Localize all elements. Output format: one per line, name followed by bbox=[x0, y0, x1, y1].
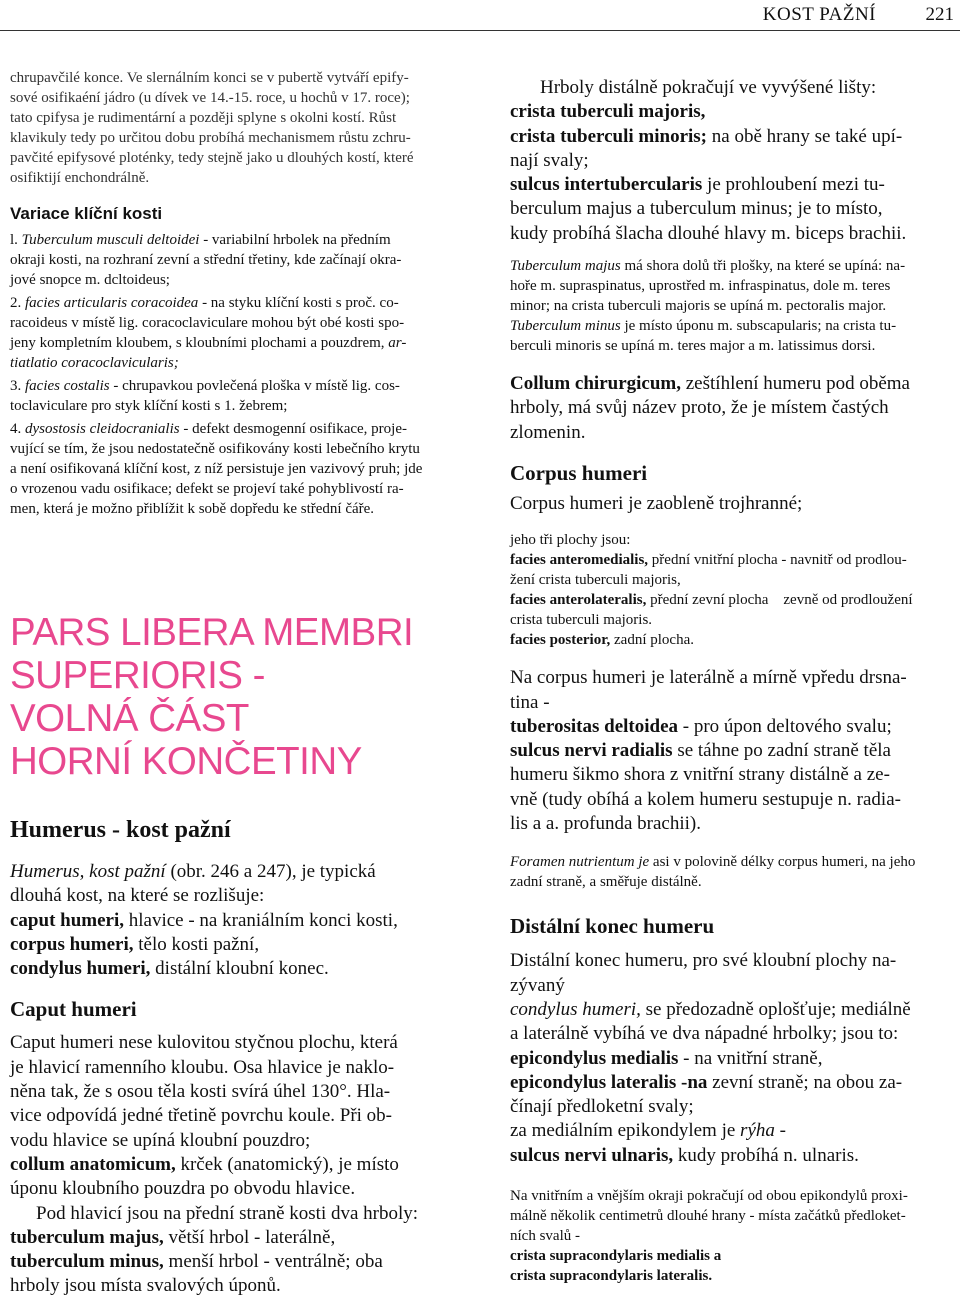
corpus-heading: Corpus humeri bbox=[510, 460, 648, 485]
humerus-section bbox=[10, 817, 460, 1299]
variace-heading: Variace klíční kosti bbox=[10, 204, 163, 223]
header-rule bbox=[0, 30, 960, 31]
caput-heading: Caput humeri bbox=[10, 997, 137, 1022]
variace-item-2: 2. facies articularis coracoidea - na styku klíční kosti s proč. co- racoideus v místě lig. coracoclaviculare mohou být obé kosti spo- jeny kompletním kloubem, s kloubními plochami a pouzdrem, ar- tiatlatio coracoclavicularis; bbox=[10, 295, 407, 371]
intro-paragraph: chrupavčilé konce. Ve slernálním konci se v pubertě vytváří epify- sové osifikaéní jádro (u dívek ve 14.-15. roce, u hochů v 17. roce); tato cpifysa je rudimentární a později splyne s okolni kostí. Růst klavikuly tedy po určitou dobu probíhá mechanismem růstu zchru- pavčité epifysové ploténky, tedy stejně jako u dlouhých kostí, které osifiktijí enchondrálně. bbox=[10, 70, 414, 186]
distal-paragraph: Distální konec humeru, pro své kloubní plochy na- zývaný condylus humeri, se předozadně oplošťuje; mediálně a laterálně vybíhá ve dva nápadné hrbolky; jsou to: epicondylus medialis - na vnitřní straně, epicondylus lateralis -na zevní straně; na obou za- čínají předloketní svaly; za mediálním epikondylem je rýha - sulcus nervi ulnaris, kudy probíhá n. ulnaris. bbox=[510, 950, 911, 1166]
tuberculum-majus-note: Tuberculum majus má shora dolů tři plošky, na které se upíná: na- hoře m. supraspinatus, uprostřed m. infraspinatus, dole m. teres minor; na crista tuberculi majoris se upíná m. pectoralis major. Tuberculum minus je místo úponu m. subscapularis; na crista tu- berculi minoris se upíná m. teres major a m. latissimus dorsi. bbox=[510, 258, 906, 355]
section-title-pars-libera: PARS LIBERA MEMBRI SUPERIORIS - VOLNÁ ČÁST HORNÍ KONČETINY bbox=[10, 611, 414, 783]
supracondylar-note: Na vnitřním a vnějším okraji pokračují od obou epikondylů proxi- málně několik centimetrů dlouhé hrany - místa začátků předloket- ních svalů - crista supracondylaris medialis a crista supracondylaris lateralis. bbox=[510, 1188, 908, 1285]
hrboly-paragraph: Hrboly distálně pokračují ve vyvýšené lišty: crista tuberculi majoris, crista tuberculi minoris; na obě hrany se také upí- nají svaly; sulcus intertubercularis je prohloubení mezi tu- berculum majus a tuberculum minus; je to místo, kudy probíhá šlacha dlouhé hlavy m. biceps brachii. bbox=[510, 77, 907, 244]
right-column bbox=[510, 76, 957, 1286]
variace-item-1: l. Tuberculum musculi deltoidei - variabilní hrbolek na předním okraji kosti, na rozhraní zevní a střední třetiny, kde začínají okra- jové snopce m. dcltoideus; bbox=[10, 232, 402, 288]
caput-paragraph: Caput humeri nese kulovitou styčnou plochu, která je hlavicí ramenního kloubu. Osa hlavice je naklo- něna tak, že s osou těla kosti svírá úhel 130°. Hla- vice odpovídá jedné třetině povrchu koule. Při ob- vodu hlavice se upíná kloubní pouzdro; collum anatomicum, krček (anatomický), je místo úponu kloubního pouzdra po obvodu hlavice. Pod hlavicí jsou na přední straně kosti dva hrboly: tuberculum majus, větší hrbol - laterálně, tuberculum minus, menší hrbol - ventrálně; oba hrboly jsou místa svalových úponů. bbox=[10, 1032, 419, 1297]
humerus-intro: Humerus, kost pažní (obr. 246 a 247), je typická dlouhá kost, na které se rozlišuje: caput humeri, hlavice - na kraniálním konci kosti, corpus humeri, tělo kosti pažní, condylus humeri, distální kloubní konec. bbox=[10, 861, 398, 980]
variace-item-4: 4. dysostosis cleidocranialis - defekt desmogenní osifikace, proje- vující se tím, že jsou nedostatečně osifikovány kosti lebečního krytu a není osifikovaná klíční kost, z níž persistuje jen vazivový pruh; jde o vrozenou vadu osifikace; defekt se projeví také pohyblivostí ra- men, která je možno přiblížit k sobě dopředu ke střední čáře. bbox=[10, 421, 423, 517]
tuberositas-paragraph: Na corpus humeri je laterálně a mírně vpředu drsna- tina - tuberositas deltoidea - pro úpon deltového svalu; sulcus nervi radialis se táhne po zadní straně těla humeru šikmo shora z vnitřní strany distálně a ze- vně (tudy obíhá a kolem humeru sestupuje n. radia- lis a a. profunda brachii). bbox=[510, 667, 907, 835]
running-title: KOST PAŽNÍ bbox=[762, 4, 876, 25]
collum-chirurgicum-paragraph: Collum chirurgicum, zeštíhlení humeru pod oběma hrboly, má svůj název proto, že je místem častých zlomenin. bbox=[510, 373, 910, 443]
corpus-intro: Corpus humeri je zaobleně trojhranné; bbox=[510, 492, 803, 514]
page-number: 221 bbox=[925, 4, 954, 25]
humerus-heading: Humerus - kost pažní bbox=[10, 817, 231, 843]
distal-heading: Distální konec humeru bbox=[510, 914, 715, 939]
variace-item-3: 3. facies costalis - chrupavkou povlečená ploška v místě lig. cos- toclaviculare pro styk klíční kosti s 1. žebrem; bbox=[10, 378, 400, 414]
left-column bbox=[10, 68, 460, 1297]
page-header bbox=[0, 0, 960, 28]
foramen-note: Foramen nutrientum je asi v polovině délky corpus humeri, na jeho zadní straně, a směřuje distálně. bbox=[510, 854, 916, 891]
corpus-faces: jeho tři plochy jsou: facies anteromedialis, přední vnitřní plocha - navnitř od prodlou- žení crista tuberculi majoris, facies anterolateralis, přední zevní plocha zevně od prodloužení crista tuberculi majoris. facies posterior, zadní plocha. bbox=[510, 532, 913, 649]
